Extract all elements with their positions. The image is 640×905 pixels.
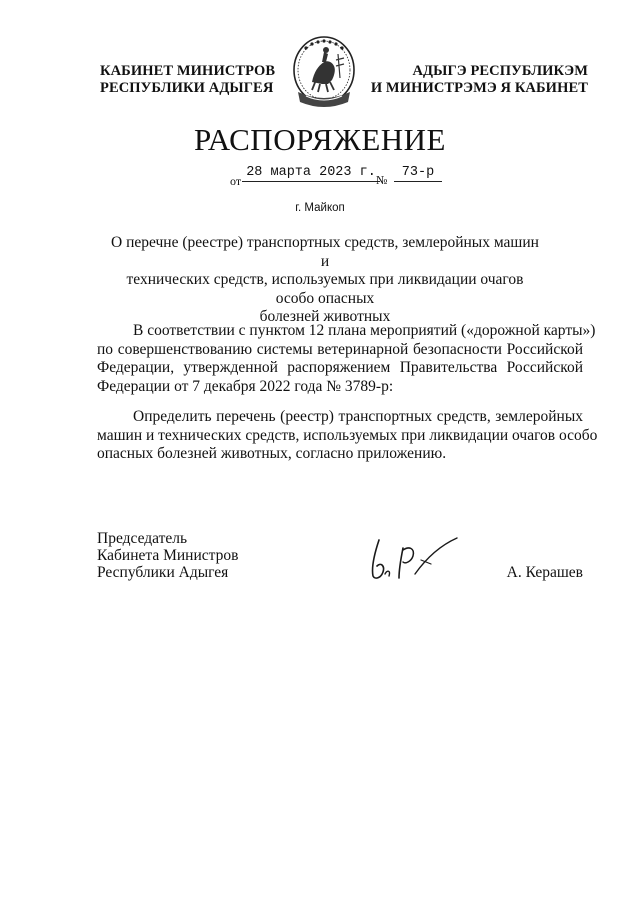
date-number-line <box>228 164 458 188</box>
number-sign: № <box>376 173 388 187</box>
date-prefix: от <box>230 174 242 188</box>
paragraph-basis <box>97 322 596 396</box>
paragraph2-line2: машин и технических средств, используемых при ликвидации очагов особо <box>97 426 598 444</box>
signer-name: А. Керашев <box>506 564 583 581</box>
header-left-line1: КАБИНЕТ МИНИСТРОВ <box>100 63 276 79</box>
signer-title-line2: Кабинета Министров <box>97 547 239 564</box>
subject-line1: О перечне (реестре) транспортных средств, землеройных машин и <box>111 234 539 270</box>
signer-title-line3: Республики Адыгея <box>97 564 229 581</box>
paragraph2-line1: Определить перечень (реестр) транспортных средств, землеройных <box>133 408 583 425</box>
document-date: 28 марта 2023 г. <box>242 164 380 182</box>
city: г. Майкоп <box>295 202 345 214</box>
paragraph1-line4: Федерации от 7 декабря 2022 года № 3789-р: <box>97 377 394 395</box>
document-title: РАСПОРЯЖЕНИЕ <box>194 122 446 157</box>
document-number: 73-р <box>394 164 442 182</box>
paragraph1-line3: Федерации, утвержденной распоряжением Правительства Российской <box>97 359 583 376</box>
paragraph1-line2: по совершенствованию системы ветеринарной безопасности Российской <box>97 340 583 358</box>
handwritten-signature <box>365 530 465 590</box>
paragraph-decision <box>97 408 598 464</box>
header-right-line2: И МИНИСТРЭМЭ Я КАБИНЕТ <box>370 80 588 96</box>
paragraph2-line3: опасных болезней животных, согласно приложению. <box>97 445 447 462</box>
signer-title-line1: Председатель <box>97 530 188 547</box>
subject-line2: технических средств, используемых при ликвидации очагов особо опасных <box>126 271 524 307</box>
subject-line3: болезней животных <box>259 308 391 325</box>
coat-of-arms-icon <box>288 32 360 114</box>
header-left-line2: РЕСПУБЛИКИ АДЫГЕЯ <box>100 80 274 96</box>
paragraph1-line1: В соответствии с пунктом 12 плана мероприятий («дорожной карты») <box>133 322 596 339</box>
document-subject <box>110 234 540 327</box>
signer-position <box>97 530 238 581</box>
header-right-line1: АДЫГЭ РЕСПУБЛИКЭМ <box>412 63 588 79</box>
header-left-org-name <box>100 63 280 97</box>
header-right-org-name <box>368 63 588 97</box>
